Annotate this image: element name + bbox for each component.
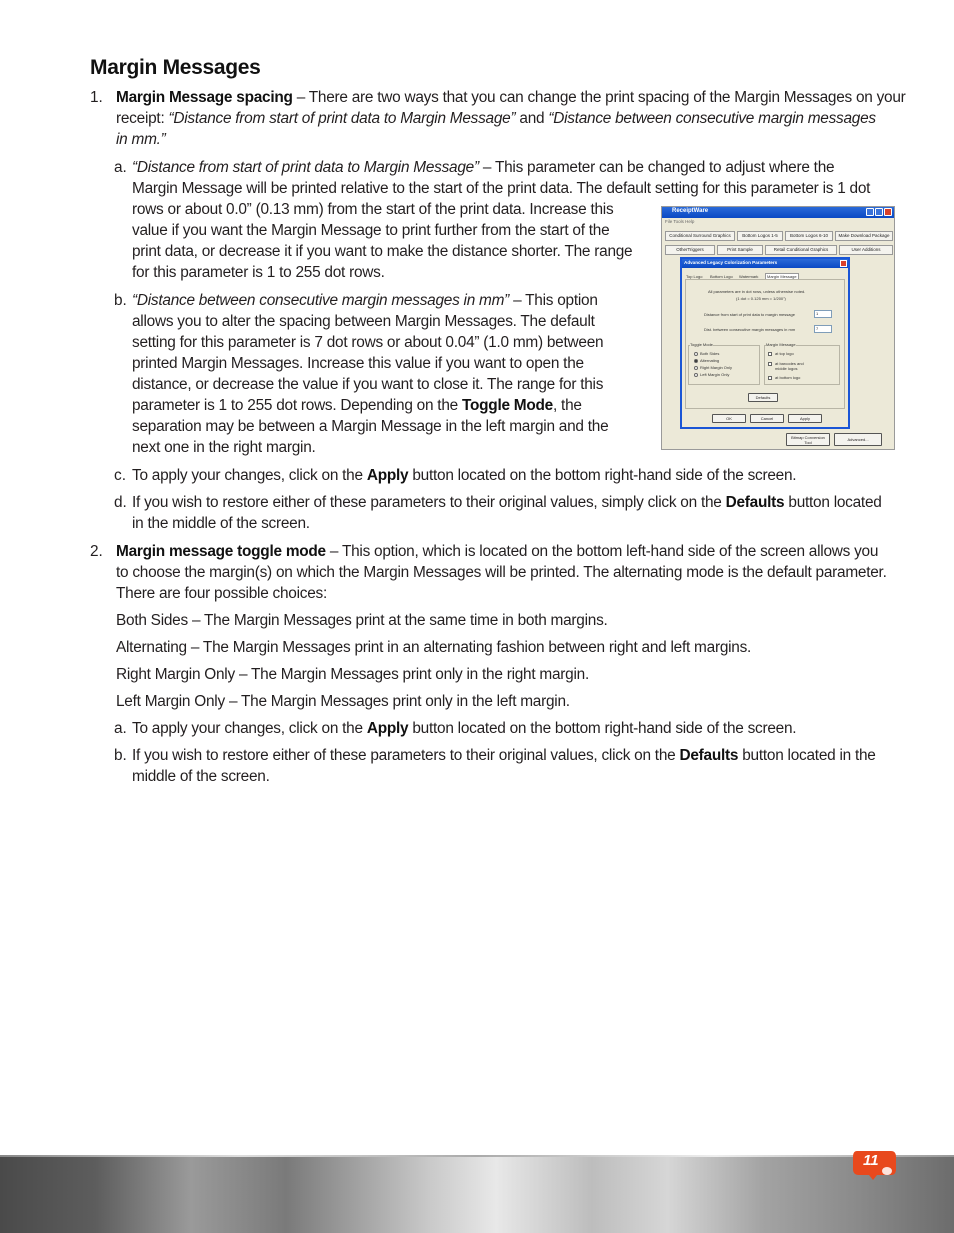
option-label: at barcodes and middle logos	[775, 361, 804, 371]
tab: Print Sample	[717, 245, 763, 255]
note: All parameters are in dot rows, unless otherwise noted.	[708, 289, 806, 294]
paragraph-line	[132, 157, 834, 178]
option-label: Both Sides	[700, 351, 720, 356]
tab: Make Download Package	[835, 231, 893, 241]
text: – This parameter can be changed to adjust where the	[478, 159, 835, 176]
text: If you wish to restore either of these parameters to their original values, simply click on the	[132, 494, 726, 511]
radio-icon	[694, 352, 698, 356]
text: – This option	[509, 292, 598, 309]
close-icon	[884, 208, 892, 216]
text: – There are two ways that you can change the print spacing of the Margin Messages on your	[292, 89, 906, 106]
text: button located on the bottom right-hand side of the screen.	[408, 720, 797, 737]
paragraph-line: setting for this parameter is 7 dot rows or about 0.04” (1.0 mm) between	[132, 334, 604, 351]
italic-text: “Distance from start of print data to Margin Message”	[132, 159, 479, 176]
dialog-window	[680, 257, 850, 429]
italic-text: “Distance between consecutive margin messages	[548, 110, 876, 127]
text: button located	[784, 494, 882, 511]
defaults-button: Defaults	[748, 393, 778, 402]
paragraph-line	[132, 395, 582, 416]
italic-text: in mm.”	[116, 131, 166, 148]
radio-icon	[694, 373, 698, 377]
option-label: Left Margin Only	[700, 372, 730, 377]
dialog-title: Advanced Legacy Colorization Parameters	[684, 260, 778, 265]
between-input: 7	[814, 325, 832, 333]
option-label: Right Margin Only	[700, 365, 733, 370]
bitmap-conversion-button: Bitmap Conversion Tool	[786, 433, 830, 446]
text: parameter is 1 to 255 dot rows. Depending on the	[132, 397, 462, 414]
paragraph-line	[116, 108, 876, 129]
window-title: ReceiptWare	[672, 208, 709, 214]
checkbox-icon	[768, 352, 772, 356]
paragraph-line	[132, 718, 796, 739]
distance-input: 1	[814, 310, 832, 318]
footer-band	[0, 1157, 954, 1233]
bold-text: Apply	[366, 467, 409, 484]
italic-text: “Distance between consecutive margin messages in mm”	[132, 292, 510, 309]
bold-text: Toggle Mode	[461, 397, 553, 414]
option-label: at top logo	[775, 351, 794, 356]
note: (1 dot = 0.125 mm = 1/200")	[736, 296, 786, 301]
paragraph-line: rows or about 0.0” (0.13 mm) from the start of the print data. Increase this	[132, 201, 614, 218]
sub-label: c.	[114, 467, 126, 484]
paragraph-line: next one in the right margin.	[132, 439, 316, 456]
tab: Bottom Logos 6-10	[785, 231, 833, 241]
advanced-button: Advanced...	[834, 433, 882, 446]
dialog-tab: Bottom Logo	[710, 274, 733, 279]
paragraph-line	[132, 290, 598, 311]
paragraph-line: There are four possible choices:	[116, 585, 328, 602]
close-icon	[840, 260, 847, 267]
paragraph-line: Margin Message will be printed relative to the start of the print data. The default setting for this parameter is 1 dot	[132, 180, 871, 197]
radio-selected-icon	[694, 359, 698, 363]
paragraph-line	[116, 541, 878, 562]
choice-line: Left Margin Only – The Margin Messages print only in the left margin.	[116, 693, 570, 710]
sub-label: a.	[114, 720, 127, 737]
group-title: Toggle Mode	[690, 342, 713, 347]
radio-icon	[694, 366, 698, 370]
paragraph-line: separation may be between a Margin Message in the left margin and the	[132, 418, 609, 435]
paragraph-line: value if you want the Margin Message to print further from the start of the	[132, 222, 610, 239]
cancel-button: Cancel	[750, 414, 784, 423]
bold-text: Defaults	[679, 747, 739, 764]
text: button located on the bottom right-hand side of the screen.	[408, 467, 797, 484]
page-title: Margin Messages	[90, 56, 261, 79]
tab: OtherTriggers	[665, 245, 715, 255]
tab: Retail Conditional Graphics	[765, 245, 837, 255]
field-label: Distance from start of print data to margin message	[704, 312, 795, 317]
paragraph-line	[116, 129, 166, 150]
paragraph-line: to choose the margin(s) on which the Margin Messages will be printed. The alternating mode is the default parameter.	[116, 564, 887, 581]
page-number: 11	[863, 1152, 879, 1169]
paragraph-line: allows you to alter the spacing between Margin Messages. The default	[132, 313, 595, 330]
text: and	[515, 110, 549, 127]
text: To apply your changes, click on the	[132, 720, 367, 737]
paragraph-line	[132, 492, 882, 513]
text: – This option, which is located on the bottom left-hand side of the screen allows you	[325, 543, 879, 560]
option-label: Alternating	[700, 358, 720, 363]
sub-label: b.	[114, 747, 127, 764]
maximize-icon	[875, 208, 883, 216]
paragraph-line: for this parameter is 1 to 255 dot rows.	[132, 264, 385, 281]
paragraph-line: distance, or decrease the value if you want to close it. The range for this	[132, 376, 604, 393]
sub-label: a.	[114, 159, 127, 176]
italic-text: “Distance from start of print data to Margin Message”	[168, 110, 516, 127]
paragraph-line: middle of the screen.	[132, 768, 270, 785]
item-title: Margin Message spacing	[116, 89, 293, 106]
dialog-tab: Watermark	[739, 274, 759, 279]
group-title: Margin Message	[766, 342, 796, 347]
item-title: Margin message toggle mode	[116, 543, 326, 560]
sub-label: b.	[114, 292, 127, 309]
tab: Bottom Logos 1-5	[737, 231, 783, 241]
text: If you wish to restore either of these parameters to their original values, click on the	[132, 747, 680, 764]
dialog-titlebar	[682, 259, 848, 268]
choice-line: Alternating – The Margin Messages print in an alternating fashion between right and left margins.	[116, 639, 752, 656]
choice-line: Right Margin Only – The Margin Messages print only in the right margin.	[116, 666, 589, 683]
item-number: 2.	[90, 543, 103, 560]
text: receipt:	[116, 110, 169, 127]
apply-button: Apply	[788, 414, 822, 423]
checkbox-icon	[768, 376, 772, 380]
paragraph-line: printed Margin Messages. Increase this value if you want to open the	[132, 355, 584, 372]
text: button located in the	[738, 747, 876, 764]
ok-button: OK	[712, 414, 746, 423]
paragraph-line	[132, 745, 876, 766]
item-number: 1.	[90, 89, 103, 106]
window-titlebar	[662, 207, 894, 218]
field-label: Dist. between consecutive margin messages in mm	[704, 327, 796, 332]
bold-text: Apply	[366, 720, 409, 737]
dialog-tab-active: Margin Message	[767, 274, 797, 279]
option-label: at bottom logo	[775, 375, 801, 380]
tab: User Additions	[839, 245, 893, 255]
paragraph-line: print data, or decrease it if you want to make the distance shorter. The range	[132, 243, 633, 260]
sub-label: d.	[114, 494, 127, 511]
dialog-tab: Top Logo	[686, 274, 703, 279]
checkbox-icon	[768, 362, 772, 366]
paragraph-line	[132, 465, 796, 486]
text: , the	[553, 397, 582, 414]
paragraph-line	[116, 87, 906, 108]
menu-bar: File Tools Help	[665, 219, 695, 224]
bold-text: Defaults	[725, 494, 785, 511]
choice-line: Both Sides – The Margin Messages print at the same time in both margins.	[116, 612, 608, 629]
tab: Conditional Surround Graphics	[665, 231, 735, 241]
text: To apply your changes, click on the	[132, 467, 367, 484]
software-screenshot	[661, 206, 895, 450]
paragraph-line: in the middle of the screen.	[132, 515, 310, 532]
minimize-icon	[866, 208, 874, 216]
